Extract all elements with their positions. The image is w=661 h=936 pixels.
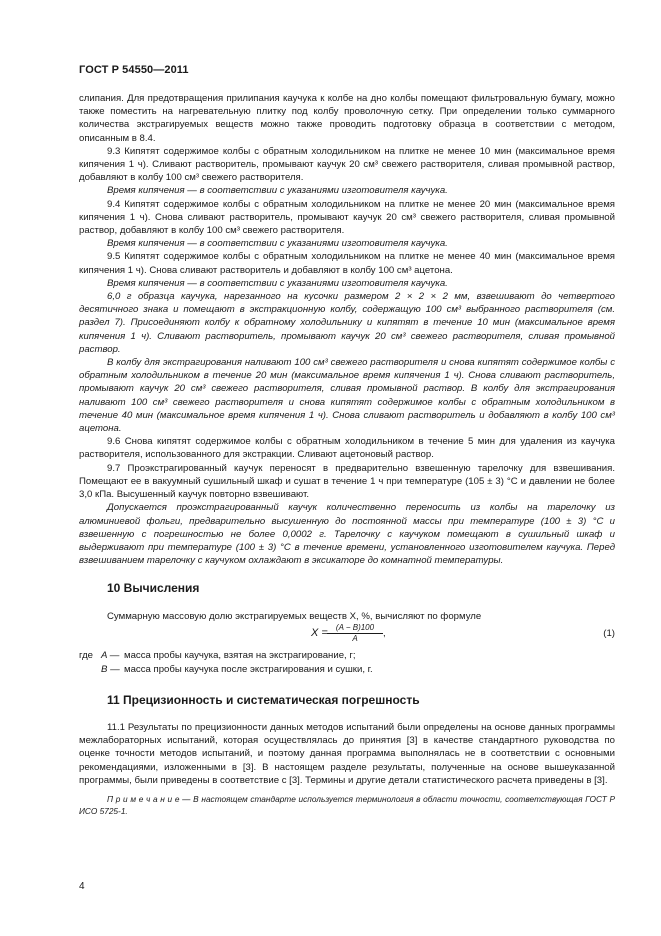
formula-1 [79, 623, 615, 649]
section-10-heading: 10 Вычисления [107, 581, 200, 596]
where-label: где [79, 649, 94, 661]
page-number: 4 [79, 881, 85, 892]
formula-fraction [327, 623, 383, 644]
formula-definitions [79, 649, 615, 679]
note-boil-time-9-4: Время кипячения — в соответствии с указаниями изготовителя каучука. [107, 238, 448, 250]
formula-denominator: A [352, 633, 358, 643]
paragraph-11-1: 11.1 Результаты по прецизионности данных методов испытаний были определены на основе данных программы межлабораторных испытаний, которая осуществлялась до принятия [3] в качестве стандартного руководства по оценке точности методов испытаний, и поэтому данная программа выполнялась не в соответствии с основными рекомендациями, изложенными в [3]. В настоящем разделе результаты, полученные на основе вышеуказанной программы, были приведены в соответствие с [3]. Термины и другие детали статистического расчета приведены в [3]. [79, 721, 615, 786]
paragraph-9-7: 9.7 Проэкстрагированный каучук переносят в предварительно взвешенную тарелочку для взвешивания. Помещают ее в вакуумный сушильный шкаф и сушат в течение 1 ч при температуре (105 ± 3) °С и давлении не более 3,0 кПа. Высушенный каучук повторно взвешивают. [79, 462, 615, 501]
section-11-note: П р и м е ч а н и е — В настоящем стандарте используется терминология в области точности, соответствующая ГОСТ Р ИСО 5725-1. [79, 793, 615, 816]
document-header: ГОСТ Р 54550—2011 [79, 64, 189, 76]
paragraph-9-6: 9.6 Снова кипятят содержимое колбы с обратным холодильником в течение 5 мин для удаления из каучука растворителя, использованного для экстракции. Сливают ацетоновый раствор. [79, 436, 615, 461]
formula-number: (1) [603, 627, 615, 639]
document-body [79, 92, 615, 817]
alternative-procedure-2: В колбу для экстрагирования наливают 100 см³ свежего растворителя и снова кипятят содержимое колбы с обратным холодильником в течение 20 мин (максимальное время кипячения 1 ч). Снова сливают растворитель, промывают каучук 20 см³ свежего растворителя, сливая промывной раствор. В колбу для экстрагирования наливают 100 см³ свежего растворителя и снова кипятят содержимое колбы с обратным холодильником в течение 40 мин (максимальное время кипячения 1 ч). Снова сливают растворитель и добавляют в колбу 100 см³ ацетона. [79, 357, 615, 435]
definition-b-text: масса пробы каучука после экстрагирования и сушки, г. [124, 663, 373, 675]
definition-a-symbol: A — [101, 649, 120, 661]
alternative-procedure-3: Допускается проэкстрагированный каучук количественно переносить из колбы на тарелочку из алюминиевой фольги, предварительно высушенную до постоянной массы при температуре (100 ± 3) °С и взвешенную с погрешностью не более 0,0002 г. Тарелочку с каучуком помещают в сушильный шкаф и выдерживают при температуре (100 ± 3) °С в течение времени, установленного изготовителем каучука. Перед взвешиванием тарелочку с каучуком охлаждают в эксикаторе до комнатной температуры. [79, 502, 615, 567]
formula-numerator: (A − B)100 [327, 623, 383, 634]
note-boil-time-9-3: Время кипячения — в соответствии с указаниями изготовителя каучука. [107, 185, 448, 197]
definition-a-text: масса пробы каучука, взятая на экстрагирование, г; [124, 649, 356, 661]
note-boil-time-9-5: Время кипячения — в соответствии с указаниями изготовителя каучука. [107, 277, 448, 289]
paragraph-9-5: 9.5 Кипятят содержимое колбы с обратным холодильником на плитке не менее 40 мин (максимальное время кипячения 1 ч). Снова сливают растворитель и добавляют в колбу 100 см³ ацетона. [79, 251, 615, 276]
paragraph-9-3: 9.3 Кипятят содержимое колбы с обратным холодильником на плитке не менее 10 мин (максимальное время кипячения 1 ч). Сливают растворитель, промывают каучук 20 см³ свежего растворителя, сливая промывной раствор, добавляют в колбу 100 см³ свежего растворителя. [79, 145, 615, 184]
definition-b-symbol: B — [101, 663, 120, 675]
paragraph-continuation: слипания. Для предотвращения прилипания каучука к колбе на дно колбы помещают фильтровальную бумагу, можно также поместить на нагревательную плитку под колбу проволочную сетку. При определении только суммарного количества экстрагируемых веществ можно также проводить подготовку образца в соответствии с методом, описанным в 8.4. [79, 93, 615, 144]
alternative-procedure-1: 6,0 г образца каучука, нарезанного на кусочки размером 2 × 2 × 2 мм, взвешивают до четвертого десятичного знака и помещают в экстракционную колбу, содержащую 100 см³ выбранного растворителя (см. раздел 7). Присоединяют колбу к обратному холодильнику и кипятят в течение 10 мин (максимальное время кипячения 1 ч). Сливают растворитель, промывают каучук 20 см³ свежего растворителя, сливая промывной раствор. [79, 291, 615, 355]
section-10-intro: Суммарную массовую долю экстрагируемых веществ X, %, вычисляют по формуле [107, 610, 482, 622]
formula-comma: , [383, 627, 386, 639]
formula-lhs: X = [311, 626, 328, 639]
paragraph-9-4: 9.4 Кипятят содержимое колбы с обратным холодильником на плитке не менее 20 мин (максимальное время кипячения 1 ч). Снова сливают растворитель, промывают каучук 20 см³ свежего растворителя, сливая промывной раствор, добавляют в колбу 100 см³ свежего растворителя. [79, 198, 615, 237]
section-11-heading: 11 Прецизионность и систематическая погрешность [107, 692, 420, 707]
